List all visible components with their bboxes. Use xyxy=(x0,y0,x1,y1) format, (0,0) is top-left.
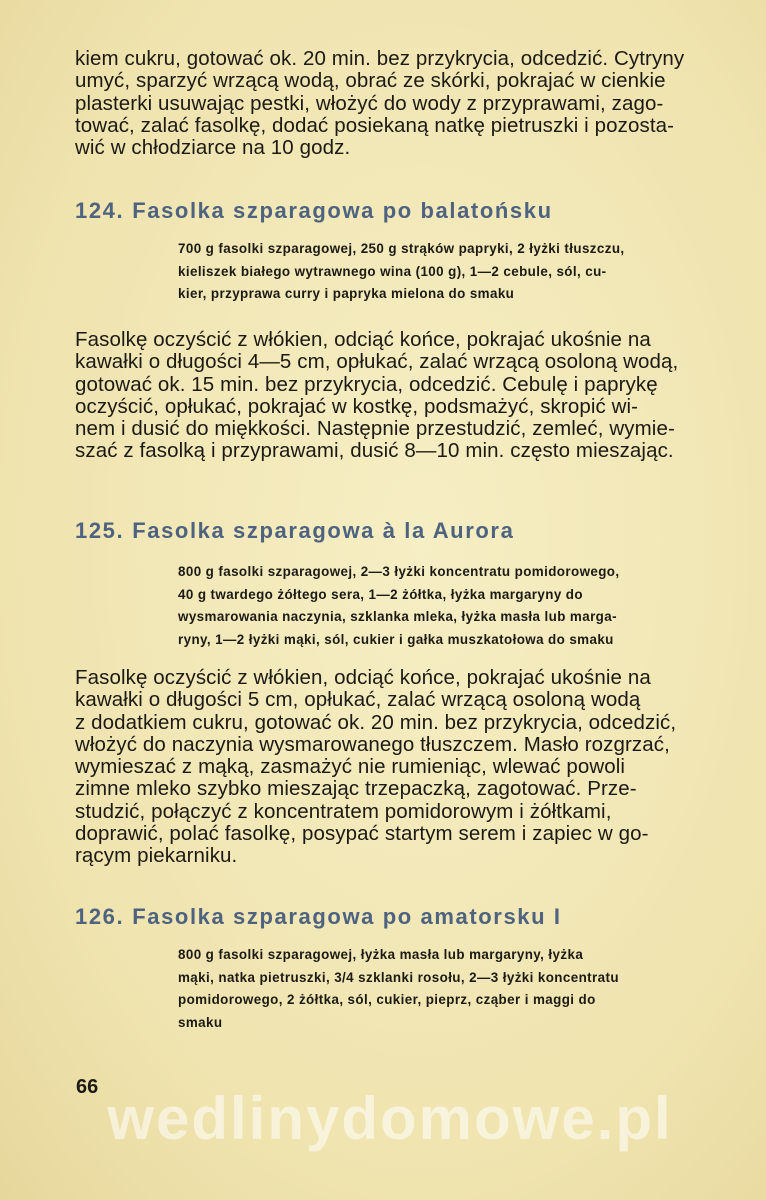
text-line: włożyć do naczynia wysmarowanego tłuszczem. Masło rozgrzać, xyxy=(75,732,670,756)
recipe-number: 124. xyxy=(75,198,125,223)
recipe-126-heading xyxy=(75,904,562,930)
text-line: kiem cukru, gotować ok. 20 min. bez przykrycia, odcedzić. Cytryny xyxy=(75,47,685,70)
text-line: kawałki o długości 4—5 cm, opłukać, zalać wrzącą osoloną wodą, xyxy=(75,350,679,374)
recipe-title: Fasolka szparagowa po balatońsku xyxy=(132,198,553,223)
recipe-number: 126. xyxy=(75,904,125,929)
text-line: wymieszać z mąką, zasmażyć nie rumieniąc, wlewać powoli xyxy=(75,755,626,779)
text-line: nem i dusić do miękkości. Następnie przestudzić, zemleć, wymie- xyxy=(75,417,675,441)
ingredient-line: 700 g fasolki szparagowej, 250 g strąków papryki, 2 łyżki tłuszczu, xyxy=(178,241,625,256)
ingredient-line: pomidorowego, 2 żółtka, sól, cukier, pieprz, cząber i maggi do xyxy=(178,992,596,1008)
text-line: gotować ok. 15 min. bez przykrycia, odcedzić. Cebulę i paprykę xyxy=(75,372,658,396)
ingredient-line: 800 g fasolki szparagowej, 2—3 łyżki koncentratu pomidorowego, xyxy=(178,564,620,579)
text-line: szać z fasolką i przyprawami, dusić 8—10 min. często mieszając. xyxy=(75,439,674,463)
text-line: studzić, połączyć z koncentratem pomidorowym i żółtkami, xyxy=(75,799,612,823)
text-line: Fasolkę oczyścić z włókien, odciąć końce, pokrajać ukośnie na xyxy=(75,666,651,689)
ingredient-line: mąki, natka pietruszki, 3/4 szklanki rosołu, 2—3 łyżki koncentratu xyxy=(178,969,619,985)
text-line: rącym piekarniku. xyxy=(75,844,238,868)
intro-paragraph xyxy=(75,48,727,159)
text-line: z dodatkiem cukru, gotować ok. 20 min. bez przykrycia, odcedzić, xyxy=(75,710,677,734)
page-number: 66 xyxy=(76,1076,99,1098)
ingredient-line: 40 g twardego żółtego sera, 1—2 żółtka, łyżka margaryny do xyxy=(178,586,583,602)
watermark: wedlinydomowe.pl xyxy=(107,1085,673,1152)
ingredient-line: 800 g fasolki szparagowej, łyżka masła lub margaryny, łyżka xyxy=(178,947,584,962)
recipe-number: 125. xyxy=(75,518,125,543)
recipe-124-heading xyxy=(75,198,553,224)
text-line: doprawić, polać fasolkę, posypać startym serem i zapiec w go- xyxy=(75,822,649,846)
recipe-125-ingredients xyxy=(178,561,726,651)
recipe-title: Fasolka szparagowa à la Aurora xyxy=(132,518,515,543)
text-line: tować, zalać fasolkę, dodać posiekaną natkę pietruszki i pozosta- xyxy=(75,113,675,137)
ingredient-line: kieliszek białego wytrawnego wina (100 g), 1—2 cebule, sól, cu- xyxy=(178,263,607,279)
recipe-125-method xyxy=(75,667,727,868)
text-line: kawałki o długości 5 cm, opłukać, zalać wrzącą osoloną wodą xyxy=(75,688,641,712)
text-line: umyć, sparzyć wrzącą wodą, obrać ze skórki, pokrajać w cienkie xyxy=(75,69,666,93)
ingredient-line: kier, przyprawa curry i papryka mielona do smaku xyxy=(178,286,515,302)
ingredient-line: wysmarowania naczynia, szklanka mleka, łyżka masła lub marga- xyxy=(178,609,617,625)
ingredient-line: ryny, 1—2 łyżki mąki, sól, cukier i gałka muszkatołowa do smaku xyxy=(178,631,614,647)
text-line: Fasolkę oczyścić z włókien, odciąć końce, pokrajać ukośnie na xyxy=(75,328,651,351)
text-line: plasterki usuwając pestki, włożyć do wody z przyprawami, zago- xyxy=(75,91,664,115)
text-line: oczyścić, opłukać, pokrajać w kostkę, podsmażyć, skropić wi- xyxy=(75,394,639,418)
recipe-125-heading xyxy=(75,518,514,544)
recipe-126-ingredients xyxy=(178,944,726,1034)
text-line: zimne mleko szybko mieszając trzepaczką, zagotować. Prze- xyxy=(75,777,637,801)
recipe-title: Fasolka szparagowa po amatorsku I xyxy=(132,904,562,929)
text-line: wić w chłodziarce na 10 godz. xyxy=(75,136,351,160)
recipe-124-ingredients xyxy=(178,238,726,306)
ingredient-line: smaku xyxy=(178,1014,223,1030)
recipe-124-method xyxy=(75,329,727,463)
